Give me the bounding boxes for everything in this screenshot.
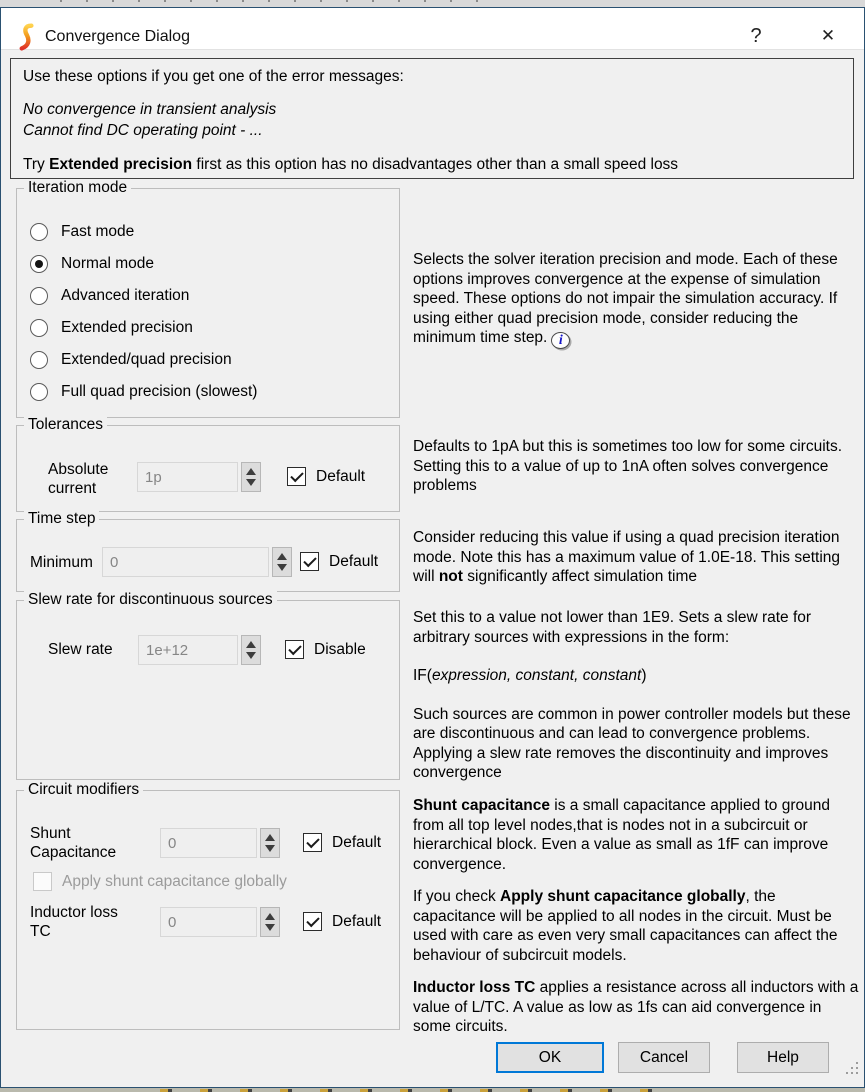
shunt-default-checkbox-row[interactable] [303,833,381,852]
inductor-loss-tc-label: Inductor loss TC [30,904,118,940]
radio-label[interactable]: Full quad precision (slowest) [61,383,258,400]
apply-globally-description: If you check Apply shunt capacitance globally, the capacitance will be applied to all nodes in the circuit. Must be used with care as even very small capacitances can affect the behaviour of subcircuit models. [413,888,838,964]
radio-label[interactable]: Normal mode [61,255,155,272]
spin-up-icon [265,913,275,920]
tolerances-default-checkbox-row[interactable] [287,467,365,486]
spin-down-icon [265,845,275,852]
inductor-default-checkbox[interactable] [303,912,322,931]
tolerances-description-text: Defaults to 1pA but this is sometimes too low for some circuits. Setting this to a value of up to 1nA often solves convergence problems [413,438,843,494]
spin-down-icon [277,564,287,571]
spin-up-icon [246,468,256,475]
iteration-mode-group-title: Iteration mode [24,179,131,197]
slew-rate-group [16,591,400,780]
slew-rate-description-p1: Set this to a value not lower than 1E9. Sets a slew rate for arbitrary sources with expressions in the form: [413,609,812,646]
info-intro: Use these options if you get one of the error messages: [23,68,404,85]
inductor-loss-description: Inductor loss TC applies a resistance across all inductors with a value of L/TC. A value as low as 1fs can aid convergence in some circuits. [413,979,859,1035]
inductor-loss-tc-field: 0 [160,907,257,937]
tolerances-group-title: Tolerances [24,416,107,434]
radio-circle[interactable] [30,287,48,305]
slew-rate-if-expression: IF(expression, constant, constant) [413,667,647,684]
spin-up-icon [246,641,256,648]
minimum-time-step-field: 0 [102,547,269,577]
error-message-examples [23,99,841,141]
spin-down-icon [246,652,256,659]
minimum-time-step-spinner [272,547,292,577]
shunt-capacitance-field: 0 [160,828,257,858]
help-button[interactable]: Help [737,1042,829,1073]
time-step-default-checkbox[interactable] [300,552,319,571]
iteration-mode-description [413,250,862,349]
time-step-description [413,528,862,587]
shunt-capacitance-spinner [260,828,280,858]
radio-label[interactable]: Extended/quad precision [61,351,232,368]
cancel-button[interactable]: Cancel [618,1042,710,1073]
resize-grip[interactable] [846,1062,858,1074]
radio-normal-mode[interactable] [30,254,154,274]
time-step-default-checkbox-row[interactable] [300,552,378,571]
absolute-current-field: 1p [137,462,238,492]
background-window-strip-bottom [0,1088,865,1092]
minimum-label: Minimum [30,554,93,571]
circuit-modifiers-group-title: Circuit modifiers [24,781,143,799]
radio-circle[interactable] [30,255,48,273]
radio-label[interactable]: Extended precision [61,319,193,336]
time-step-description-text: Consider reducing this value if using a quad precision iteration mode. Note this has a maximum value of 1.0E-18. This setting will not significantly affect simulation time [413,529,841,585]
slew-rate-group-title: Slew rate for discontinuous sources [24,591,277,609]
background-window-strip-top [0,0,865,7]
slew-rate-description-p3: Such sources are common in power controller models but these are discontinuous and can lead to convergence problems. Applying a slew rate removes the discontinuity and improves convergence [413,705,851,781]
apply-shunt-globally-checkbox-row [33,872,287,891]
spin-down-icon [265,924,275,931]
window-title: Convergence Dialog [45,28,190,45]
info-box [10,58,854,179]
spin-down-icon [246,479,256,486]
ok-button[interactable]: OK [496,1042,604,1073]
info-icon[interactable]: i [551,332,570,349]
radio-circle[interactable] [30,223,48,241]
inductor-loss-tc-spinner [260,907,280,937]
radio-full-quad-precision[interactable] [30,382,257,402]
info-advice: Try Extended precision first as this option has no disadvantages other than a small speed loss [23,156,679,173]
radio-label[interactable]: Advanced iteration [61,287,190,304]
slew-rate-label: Slew rate [48,641,113,658]
slew-rate-disable-checkbox-row[interactable] [285,640,366,659]
tolerances-description [413,437,862,496]
error-message-2: Cannot find DC operating point - ... [23,122,263,139]
radio-circle[interactable] [30,319,48,337]
slew-rate-spinner [241,635,261,665]
time-step-group-title: Time step [24,510,99,528]
radio-label[interactable]: Fast mode [61,223,135,240]
checkbox-label[interactable]: Default [316,467,366,485]
help-titlebar-button[interactable]: ? [750,24,762,47]
tolerances-default-checkbox[interactable] [287,467,306,486]
spin-up-icon [265,834,275,841]
radio-fast-mode[interactable] [30,222,134,242]
absolute-current-label: Absolute current [48,461,109,497]
radio-circle[interactable] [30,351,48,369]
title-bar[interactable] [1,8,864,50]
radio-extended-quad-precision[interactable] [30,350,232,370]
spin-up-icon [277,553,287,560]
radio-circle[interactable] [30,383,48,401]
radio-advanced-iteration[interactable] [30,286,189,306]
iteration-mode-description-text: Selects the solver iteration precision and mode. Each of these options improves convergence at the expense of simulation speed. These options do not impair the simulation accuracy. If using either quad precision mode, consider reducing the minimum time step. [413,251,838,346]
slew-rate-description [413,608,862,783]
error-message-1: No convergence in transient analysis [23,101,277,118]
apply-shunt-globally-checkbox [33,872,52,891]
slew-rate-disable-checkbox[interactable] [285,640,304,659]
close-icon[interactable]: ✕ [820,26,836,45]
circuit-modifiers-description [413,796,862,1037]
simetrix-logo-icon [16,23,38,51]
checkbox-label: Apply shunt capacitance globally [62,872,287,890]
inductor-default-checkbox-row[interactable] [303,912,381,931]
absolute-current-spinner [241,462,261,492]
checkbox-label[interactable]: Default [332,912,382,930]
checkbox-label[interactable]: Disable [314,640,366,658]
shunt-capacitance-label: Shunt Capacitance [30,825,117,861]
radio-extended-precision[interactable] [30,318,193,338]
shunt-capacitance-description: Shunt capacitance is a small capacitance applied to ground from all top level nodes,that is nodes not in a subcircuit or hierarchical block. Even a value as small as 1fF can improve convergence. [413,797,830,873]
shunt-default-checkbox[interactable] [303,833,322,852]
checkbox-label[interactable]: Default [329,552,379,570]
checkbox-label[interactable]: Default [332,833,382,851]
slew-rate-field: 1e+12 [138,635,238,665]
